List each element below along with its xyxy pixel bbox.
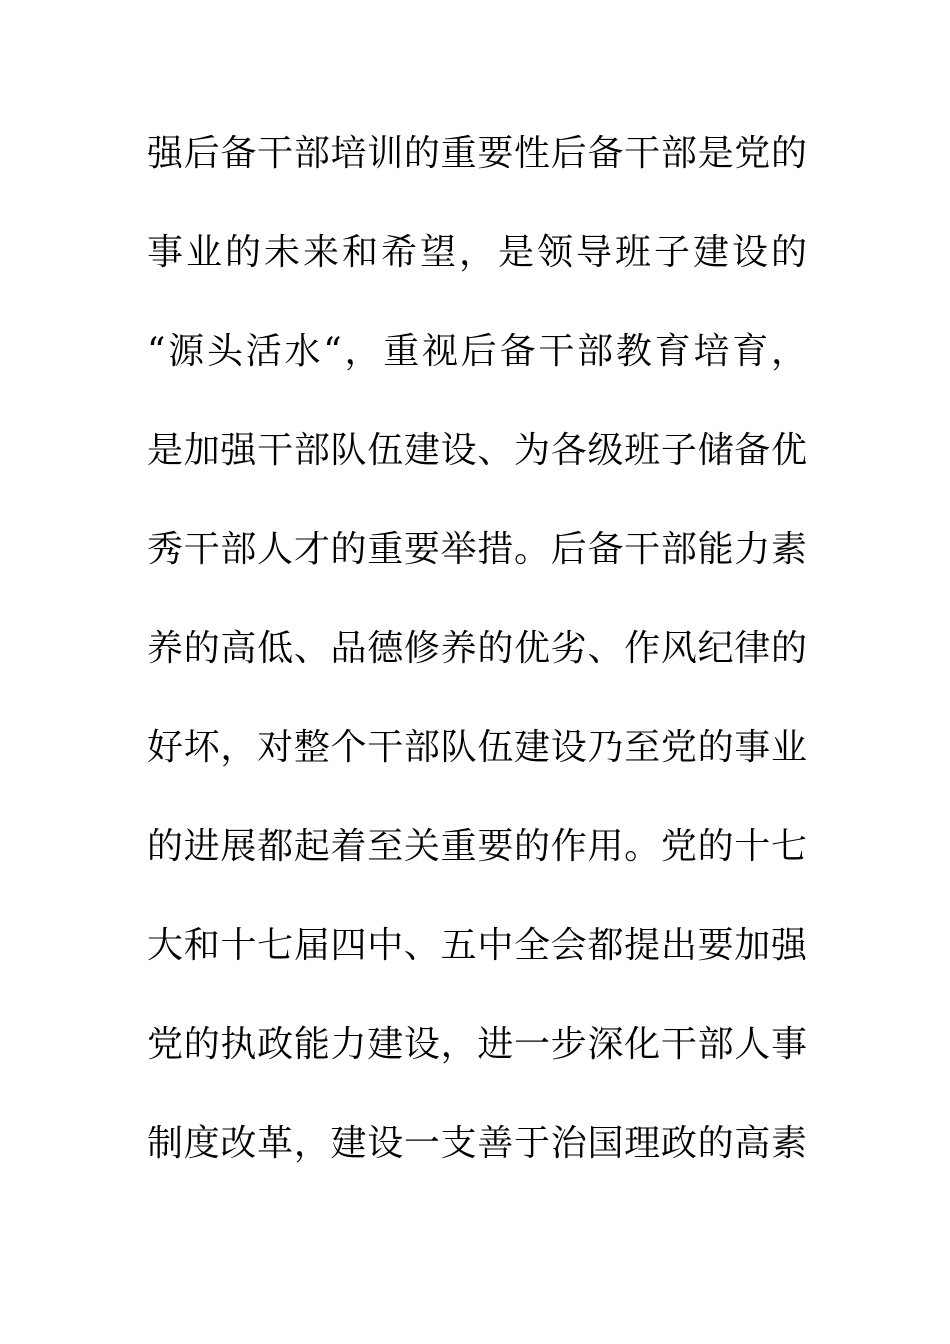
- text-line: 好坏，对整个干部队伍建设乃至党的事业: [147, 727, 807, 768]
- text-line: “源头活水“，重视后备干部教育培育，: [147, 331, 807, 372]
- text-line: 的进展都起着至关重要的作用。党的十七: [147, 826, 807, 867]
- text-line: 制度改革，建设一支善于治国理政的高素: [147, 1123, 807, 1164]
- body-text: [147, 128, 807, 1217]
- text-line: 秀干部人才的重要举措。后备干部能力素: [147, 529, 807, 570]
- text-line: 养的高低、品德修养的优劣、作风纪律的: [147, 628, 807, 669]
- text-line: 大和十七届四中、五中全会都提出要加强: [147, 925, 807, 966]
- text-line: 强后备干部培训的重要性后备干部是党的: [147, 133, 807, 174]
- text-line: 是加强干部队伍建设、为各级班子储备优: [147, 430, 807, 471]
- text-line: 事业的未来和希望，是领导班子建设的: [147, 232, 807, 273]
- text-line: 党的执政能力建设，进一步深化干部人事: [147, 1024, 807, 1065]
